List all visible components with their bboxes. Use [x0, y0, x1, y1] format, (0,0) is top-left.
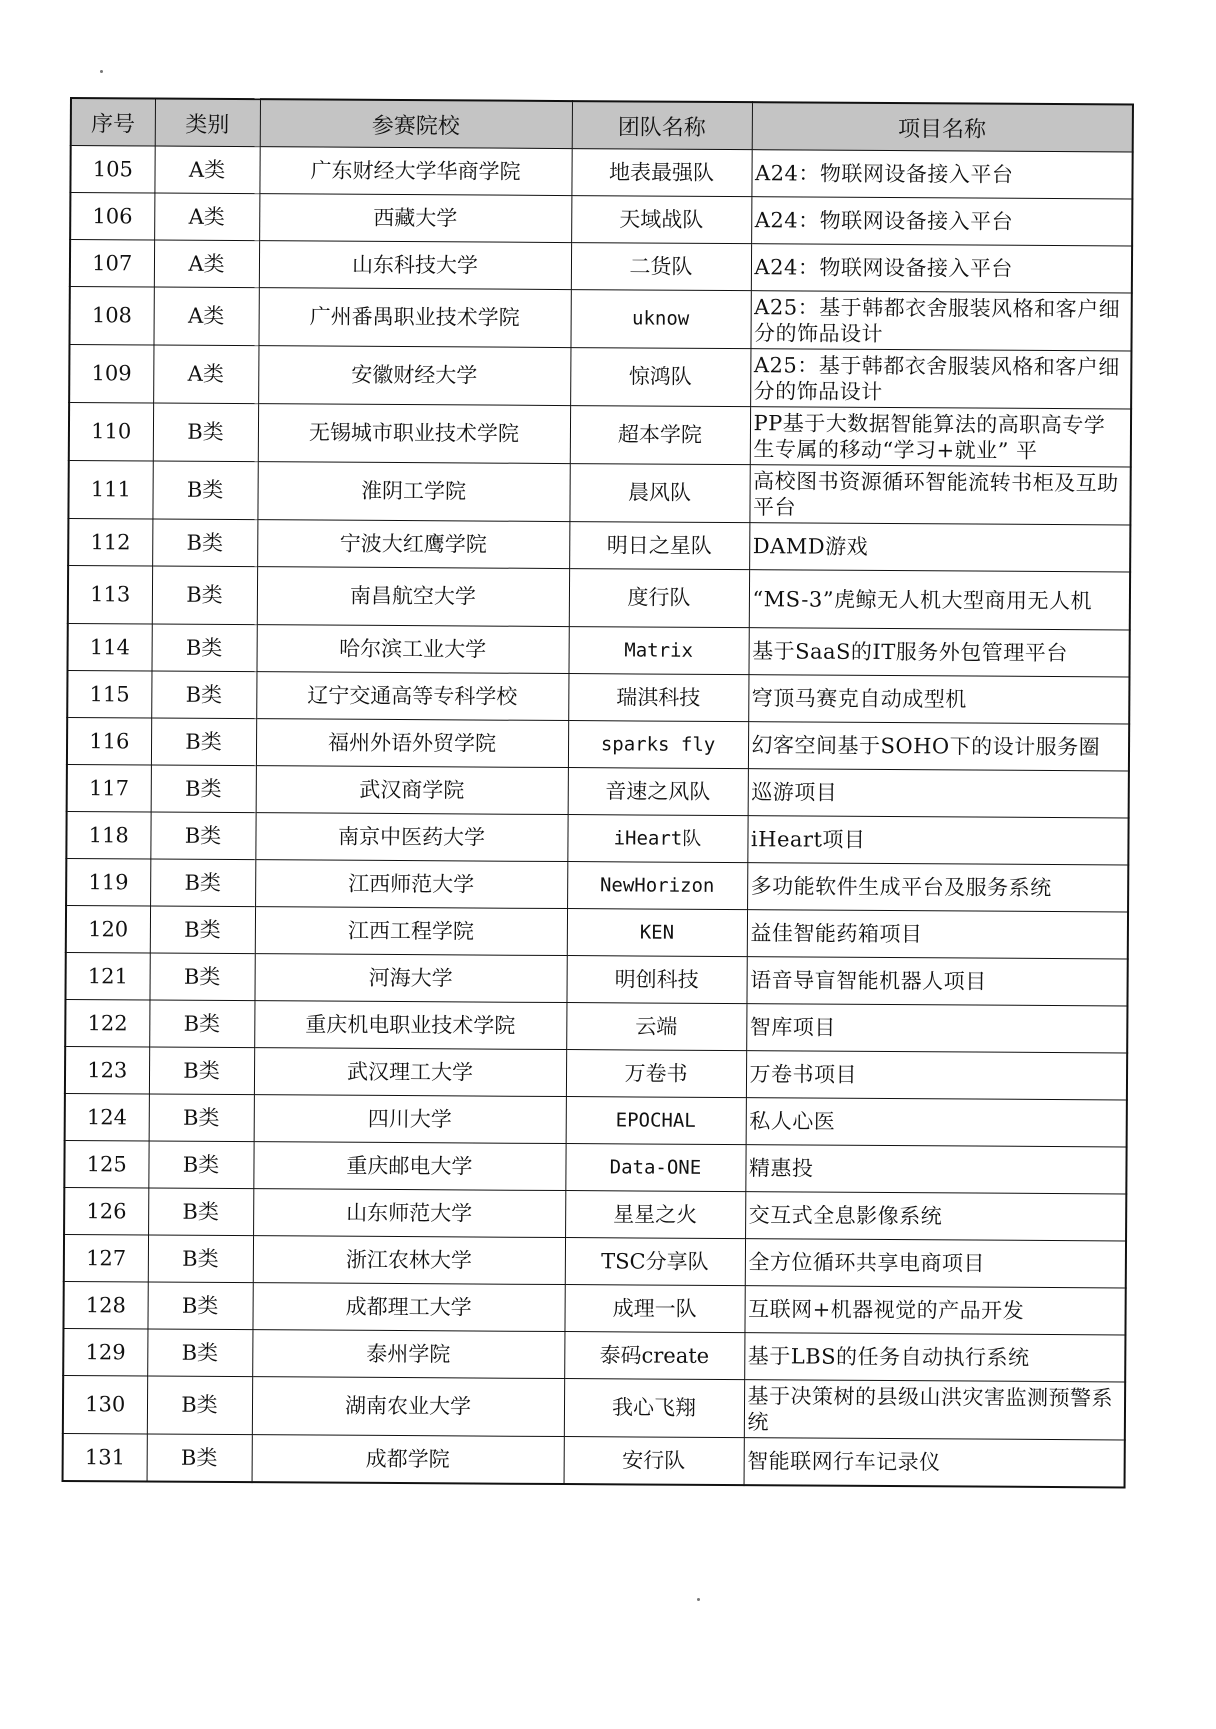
cell-category: B类	[151, 671, 256, 719]
cell-school: 淮阴工学院	[257, 462, 569, 522]
scan-speck	[100, 70, 103, 73]
cell-no: 117	[67, 764, 151, 812]
cell-school: 广州番禺职业技术学院	[258, 288, 570, 348]
cell-no: 125	[64, 1140, 148, 1188]
cell-project: DAMD游戏	[749, 523, 1130, 572]
cell-school: 山东科技大学	[259, 241, 571, 290]
cell-school: 重庆机电职业技术学院	[254, 1001, 566, 1050]
cell-no: 106	[70, 193, 154, 241]
cell-no: 121	[65, 952, 149, 1000]
cell-project: iHeart项目	[747, 816, 1128, 865]
table-row	[68, 518, 1130, 571]
cell-no: 108	[69, 287, 153, 346]
cell-team: sparks fly	[568, 721, 748, 769]
cell-category: A类	[154, 240, 259, 288]
cell-category: B类	[147, 1282, 252, 1330]
table-row	[70, 146, 1132, 199]
header-school: 参赛院校	[260, 99, 572, 148]
cell-category: B类	[149, 953, 254, 1001]
cell-no: 123	[65, 1046, 149, 1094]
cell-project: “MS-3”虎鲸无人机大型商用无人机	[749, 570, 1130, 630]
table-header-row	[71, 98, 1133, 152]
cell-school: 四川大学	[254, 1095, 566, 1144]
header-team: 团队名称	[572, 101, 752, 150]
table-row	[63, 1433, 1125, 1487]
cell-no: 107	[70, 240, 154, 288]
cell-no: 129	[63, 1328, 147, 1376]
cell-project: 高校图书资源循环智能流转书柜及互助平台	[749, 465, 1130, 525]
table-row	[66, 905, 1128, 958]
cell-category: B类	[147, 1434, 252, 1482]
cell-team: 明日之星队	[569, 522, 749, 570]
cell-no: 112	[68, 518, 152, 566]
cell-project: A25：基于韩都衣舍服装风格和客户细分的饰品设计	[750, 291, 1131, 351]
scan-speck	[697, 1598, 700, 1601]
cell-category: B类	[150, 859, 255, 907]
cell-school: 安徽财经大学	[258, 346, 570, 406]
cell-team: 我心飞翔	[564, 1379, 744, 1438]
cell-team: 泰码create	[564, 1332, 744, 1380]
cell-project: 巡游项目	[748, 769, 1129, 818]
table-row	[66, 811, 1128, 864]
cell-category: B类	[152, 461, 257, 520]
cell-no: 118	[66, 811, 150, 859]
cell-team: 二货队	[571, 243, 751, 291]
cell-team: uknow	[570, 290, 750, 349]
header-no: 序号	[71, 98, 155, 146]
cell-team: 地表最强队	[571, 149, 751, 197]
cell-no: 113	[68, 565, 152, 624]
cell-school: 重庆邮电大学	[253, 1142, 565, 1191]
cell-team: 成理一队	[564, 1285, 744, 1333]
cell-project: 益佳智能药箱项目	[747, 910, 1128, 959]
cell-school: 南昌航空大学	[257, 567, 569, 627]
cell-category: B类	[148, 1235, 253, 1283]
cell-team: NewHorizon	[567, 862, 747, 910]
cell-school: 江西师范大学	[255, 860, 567, 909]
table-row	[63, 1328, 1125, 1381]
cell-category: B类	[149, 1094, 254, 1142]
cell-category: B类	[149, 1000, 254, 1048]
cell-school: 江西工程学院	[255, 907, 567, 956]
cell-project: 私人心医	[746, 1098, 1127, 1147]
cell-team: 云端	[566, 1003, 746, 1051]
cell-no: 120	[66, 905, 150, 953]
table-row	[70, 240, 1132, 293]
cell-category: B类	[151, 765, 256, 813]
cell-project: A24：物联网设备接入平台	[751, 197, 1132, 246]
table-row	[66, 858, 1128, 911]
cell-no: 122	[65, 999, 149, 1047]
cell-project: 智库项目	[746, 1004, 1127, 1053]
cell-team: 安行队	[564, 1437, 744, 1486]
cell-school: 福州外语外贸学院	[256, 719, 568, 768]
table-row	[68, 565, 1130, 629]
cell-category: B类	[153, 403, 258, 462]
cell-school: 成都理工大学	[252, 1283, 564, 1332]
cell-school: 无锡城市职业技术学院	[258, 404, 570, 464]
table-row	[70, 193, 1132, 246]
cell-category: B类	[150, 906, 255, 954]
cell-category: B类	[149, 1047, 254, 1095]
cell-category: B类	[151, 624, 256, 672]
cell-team: 明创科技	[566, 956, 746, 1004]
cell-project: 精惠投	[745, 1145, 1126, 1194]
table-row	[67, 670, 1129, 723]
table-row	[67, 623, 1129, 676]
cell-category: B类	[147, 1329, 252, 1377]
cell-project: 智能联网行车记录仪	[744, 1438, 1125, 1488]
registry-table	[62, 97, 1134, 1488]
cell-team: 星星之火	[565, 1191, 745, 1239]
cell-category: B类	[151, 718, 256, 766]
cell-no: 130	[63, 1375, 147, 1434]
cell-school: 哈尔滨工业大学	[256, 625, 568, 674]
cell-project: 穹顶马赛克自动成型机	[748, 675, 1129, 724]
cell-project: 万卷书项目	[746, 1051, 1127, 1100]
cell-school: 辽宁交通高等专科学校	[256, 672, 568, 721]
cell-team: 瑞淇科技	[568, 674, 748, 722]
cell-project: 交互式全息影像系统	[745, 1192, 1126, 1241]
table-row	[69, 403, 1131, 467]
cell-team: 万卷书	[566, 1050, 746, 1098]
cell-school: 泰州学院	[252, 1330, 564, 1379]
cell-project: 幻客空间基于SOHO下的设计服务圈	[748, 722, 1129, 771]
cell-team: 超本学院	[570, 406, 750, 465]
header-project: 项目名称	[752, 102, 1133, 152]
cell-no: 119	[66, 858, 150, 906]
cell-category: B类	[150, 812, 255, 860]
cell-school: 武汉理工大学	[254, 1048, 566, 1097]
cell-team: KEN	[567, 909, 747, 957]
table-row	[65, 999, 1127, 1052]
cell-category: B类	[148, 1141, 253, 1189]
cell-no: 110	[69, 403, 153, 462]
cell-team: iHeart队	[567, 815, 747, 863]
cell-project: 基于LBS的任务自动执行系统	[744, 1333, 1125, 1382]
cell-team: EPOCHAL	[566, 1097, 746, 1145]
table-row	[63, 1281, 1125, 1334]
cell-school: 浙江农林大学	[253, 1236, 565, 1285]
cell-team: Matrix	[568, 627, 748, 675]
cell-category: A类	[154, 146, 259, 194]
table-row	[65, 1093, 1127, 1146]
cell-team: 天域战队	[571, 196, 751, 244]
table-row	[63, 1375, 1125, 1439]
cell-no: 131	[63, 1433, 147, 1481]
cell-team: 惊鸿队	[570, 348, 750, 407]
table-row	[69, 287, 1131, 351]
table-row	[68, 460, 1130, 524]
cell-no: 116	[67, 717, 151, 765]
cell-category: B类	[148, 1188, 253, 1236]
cell-project: 基于决策树的县级山洪灾害监测预警系统	[744, 1380, 1125, 1440]
cell-category: A类	[153, 345, 258, 404]
cell-no: 105	[70, 146, 154, 194]
cell-no: 111	[68, 460, 152, 519]
cell-school: 西藏大学	[259, 194, 571, 243]
cell-no: 115	[67, 670, 151, 718]
cell-project: 全方位循环共享电商项目	[745, 1239, 1126, 1288]
cell-no: 127	[64, 1234, 148, 1282]
cell-category: A类	[154, 193, 259, 241]
cell-category: B类	[152, 566, 257, 625]
cell-team: Data-ONE	[565, 1144, 745, 1192]
cell-school: 宁波大红鹰学院	[257, 520, 569, 569]
cell-no: 128	[63, 1281, 147, 1329]
cell-school: 南京中医药大学	[255, 813, 567, 862]
registry-table-wrap	[62, 97, 1132, 1488]
cell-project: A24：物联网设备接入平台	[751, 244, 1132, 293]
cell-project: 互联网+机器视觉的产品开发	[744, 1286, 1125, 1335]
cell-category: A类	[153, 287, 258, 346]
cell-school: 湖南农业大学	[252, 1377, 564, 1437]
cell-school: 山东师范大学	[253, 1189, 565, 1238]
cell-school: 广东财经大学华商学院	[259, 147, 571, 196]
cell-project: 语音导盲智能机器人项目	[746, 957, 1127, 1006]
cell-project: PP基于大数据智能算法的高职高专学生专属的移动“学习+就业” 平	[750, 407, 1131, 467]
cell-project: A25：基于韩都衣舍服装风格和客户细分的饰品设计	[750, 349, 1131, 409]
table-row	[64, 1187, 1126, 1240]
cell-team: 晨风队	[569, 464, 749, 523]
table-row	[64, 1234, 1126, 1287]
cell-no: 124	[65, 1093, 149, 1141]
table-row	[65, 1046, 1127, 1099]
cell-team: TSC分享队	[565, 1238, 745, 1286]
table-row	[65, 952, 1127, 1005]
cell-no: 109	[69, 345, 153, 404]
cell-team: 度行队	[569, 569, 749, 628]
table-row	[67, 717, 1129, 770]
table-row	[64, 1140, 1126, 1193]
cell-no: 114	[67, 623, 151, 671]
cell-no: 126	[64, 1187, 148, 1235]
cell-project: 基于SaaS的IT服务外包管理平台	[748, 628, 1129, 677]
cell-project: 多功能软件生成平台及服务系统	[747, 863, 1128, 912]
table-row	[67, 764, 1129, 817]
cell-school: 河海大学	[254, 954, 566, 1003]
cell-school: 武汉商学院	[256, 766, 568, 815]
cell-project: A24：物联网设备接入平台	[751, 150, 1132, 199]
cell-school: 成都学院	[252, 1435, 564, 1484]
header-category: 类别	[155, 99, 260, 147]
table-row	[69, 345, 1131, 409]
cell-team: 音速之风队	[568, 768, 748, 816]
cell-category: B类	[147, 1376, 252, 1435]
cell-category: B类	[152, 519, 257, 567]
